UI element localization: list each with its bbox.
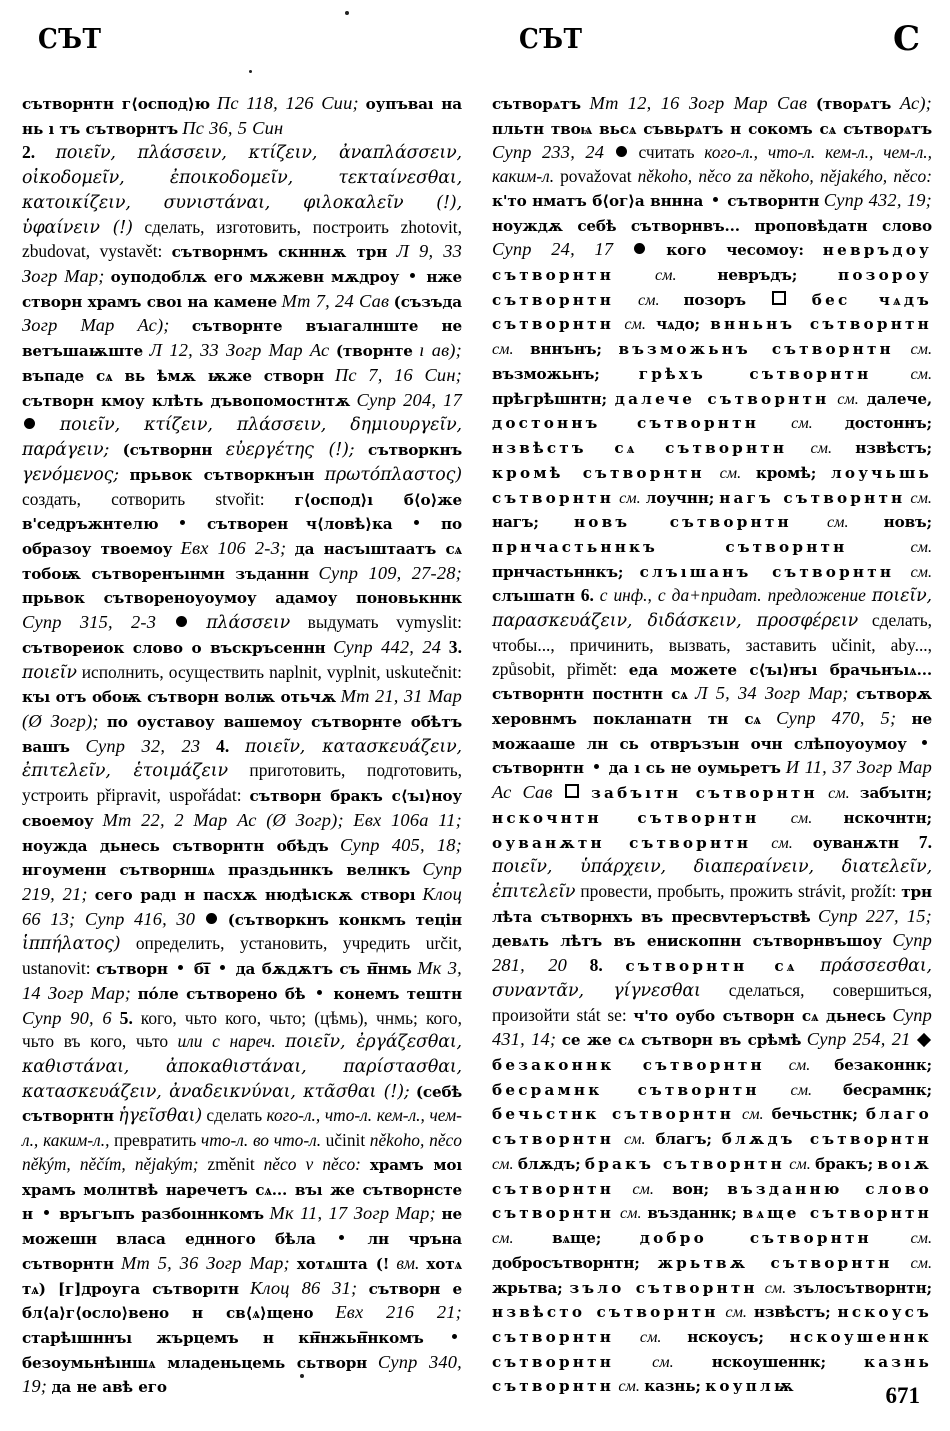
ocs-citation: вон; (672, 1179, 709, 1198)
see-also-marker: см. (826, 513, 849, 532)
source-sigla: Супр 442, 24 (333, 636, 442, 657)
ocs-citation: (сътворкнъ конкмъ тецін (227, 910, 462, 929)
ocs-citation: блѫдъ; (517, 1154, 581, 1173)
see-also-marker: см. (632, 1179, 654, 1198)
ocs-citation: оупъваı на нь ı тъ сътворнтъ (22, 95, 462, 138)
see-also-marker: см. (790, 808, 813, 827)
ocs-citation: нзвѣстъ; (855, 439, 932, 458)
ocs-citation: лн чръна сътворнтн (22, 1230, 462, 1273)
see-also-marker: см. (742, 1105, 764, 1124)
see-also-marker: см. (789, 1154, 811, 1173)
separator-dot-icon (594, 764, 599, 769)
see-also-marker: см. (637, 290, 660, 309)
greek-equivalent: πλάσσειν (206, 613, 291, 634)
source-sigla: Евх 216 21; (335, 1302, 462, 1323)
ocs-citation: прьвок сътвореноуоумоу адамоу поновькннк (22, 589, 462, 608)
source-sigla: Л 12, 33 Зогр Мар Ас (149, 340, 330, 361)
ocs-citation: к'то нматъ б⟨ог⟩а вннна (492, 191, 704, 210)
source-sigla: Супр 109, 27-28; (318, 562, 462, 583)
ocs-citation: възданнк; (647, 1204, 737, 1223)
ocs-citation: сътворѧтъ (492, 95, 581, 113)
separator-dot-icon (44, 1210, 49, 1215)
see-also-marker: см. (910, 562, 932, 581)
ocs-citation: нагъ; (492, 513, 539, 532)
see-also-marker: см. (725, 1303, 747, 1322)
see-also-marker: см. (619, 1204, 642, 1223)
collocation-lemma: нзвѣсто сътворнтн (492, 1303, 719, 1322)
source-sigla: Супр 315, 2-3 (22, 612, 157, 633)
ocs-citation: сътворнмъ скнннѫ трн (171, 243, 388, 262)
entry-paragraph (22, 141, 462, 1400)
gloss: считать (638, 142, 695, 163)
sense-number: 8. (589, 955, 603, 976)
ocs-citation: хотѧшта (! (296, 1254, 390, 1273)
ocs-citation: слъıшатн (492, 587, 575, 606)
scan-speck (249, 70, 252, 73)
collocation-lemma: добро сътворнтн (639, 1229, 872, 1248)
see-also-marker: см. (810, 439, 833, 458)
see-also-marker: см. (623, 1130, 646, 1149)
see-also-marker: см. (788, 1056, 811, 1075)
ocs-citation: бечьстнк; (771, 1105, 858, 1124)
ocs-citation: нгоуменн сътворншѧ праздьннкъ велнкъ (22, 861, 411, 880)
gloss: кого, чьто кого, чьто; (цѣмь), чнмь; кого, чьто въ кого, чьто (22, 1007, 462, 1052)
collocation-lemma: нагъ сътворнтн (719, 488, 906, 507)
czech-gloss: něco v něco: (263, 1153, 361, 1174)
collocation-lemma: възданню слово сътворнтн (492, 1179, 932, 1223)
separator-dot-icon (922, 740, 927, 745)
ocs-citation: да ı сь не оумьретъ (608, 759, 781, 778)
ocs-citation: оуванѫтн (812, 833, 899, 852)
ocs-citation: добросътворнтн; (492, 1253, 640, 1272)
ocs-citation: бі̅ (193, 960, 210, 979)
gloss: učinit (325, 1130, 366, 1151)
ocs-citation: конемъ тештн (333, 984, 462, 1003)
gloss: сделать (206, 1105, 263, 1126)
greek-equivalent: ποιεῖν, ἐργάζεσθαι, καθιστάναι, ἀποκαθιστάναι, παρίστασθαι, κατασκευάζειν, ἀναδεικνύναι, κτᾶσθαι (!); (22, 1032, 462, 1102)
collocation-lemma: сътворнтн сѧ (625, 957, 798, 976)
greek-equivalent: ποιεῖν, πλάσσειν, κτίζειν, ἀναπλάσσειν, οἰκοδομεῖν, ἐποικοδομεῖν, τεκταίνεσθαι, κατοικίζειν, συνιστάναι, φιλοκαλεῖν (!), ὑφαίνειν (!) (22, 143, 462, 238)
page-number: 671 (885, 1383, 920, 1408)
gloss-note: кого-л., что-л. кем-л., чем-л., каким-л., (22, 1105, 462, 1151)
column-right (492, 92, 932, 1399)
greek-equivalent: ποιεῖν, ὑπάρχειν, διαπεραίνειν, διατελεῖν, ἐπιτελεῖν (492, 857, 932, 902)
gloss: сделать, изготовить, построить zhotovit, zbudovat, vystavět: (22, 216, 462, 262)
collocation-lemma: достоннъ сътворнтн (492, 414, 760, 433)
source-sigla: Клоц 86 31; (250, 1277, 358, 1298)
ocs-citation: нскоусъ; (687, 1327, 764, 1346)
ocs-citation: възможьнъ; (492, 364, 600, 383)
source-sigla: Супр 219, 21; (22, 859, 462, 904)
ocs-citation: ноужда дьнесь сътворнтн обѣдъ (22, 836, 329, 855)
greek-equivalent: πρωτόπλαστος) (324, 464, 462, 485)
source-sigla: Л 9, 33 Зогр Мар; (22, 241, 462, 287)
see-also-marker: см. (618, 1377, 640, 1396)
running-head (0, 19, 950, 66)
sense-number: 2. (22, 142, 36, 163)
see-also-marker: см. (910, 1253, 932, 1272)
ocs-citation: по оуставоу вашемоу сътворнте обѣтъ вашъ (22, 712, 462, 756)
entry-paragraph (492, 92, 932, 1399)
source-sigla: Мт 21, 31 Мар (Ø Зогр); (22, 686, 462, 731)
scan-speck (345, 11, 349, 15)
gloss: сделать, чтобы..., причинить, вызвать, заставить učinit, aby..., způsobit, přimět: (492, 610, 932, 679)
ocs-citation: сего радı н пасхѫ нюдѣıскѫ створı (94, 886, 416, 904)
source-sigla: Супр 470, 5; (776, 707, 897, 728)
sense-number: 6. (580, 585, 594, 606)
collocation-lemma: новъ сътворнтн (573, 513, 792, 532)
ocs-citation: нскочнтн; (843, 808, 932, 827)
gloss: приготовить, подготовить, устроить připravit, uspořádat: (22, 760, 462, 806)
see-also-marker: см. (791, 414, 813, 433)
see-also-marker: см. (654, 266, 677, 285)
gloss-note: с инф., с да+придат. предложение (599, 585, 866, 606)
collocation-lemma: невръдоу сътворнтн (492, 241, 932, 285)
see-also-marker: см. (639, 1327, 662, 1346)
collocation-lemma: позороу сътворнтн (492, 266, 932, 309)
ocs-citation: сътворн кмоу клѣть дъвопомостнтѫ (22, 391, 351, 410)
source-sigla: ı ав); (419, 340, 462, 361)
collocation-lemma: забъıтн сътворнтн (591, 784, 818, 803)
see-also-marker: см. (492, 340, 514, 359)
ocs-citation: казнь; (644, 1377, 701, 1396)
collocation-lemma: бечьстнк сътворнтн (492, 1105, 735, 1124)
ocs-citation: сътворѫ херовнмъ покланıатн тн сѧ (492, 685, 932, 728)
ocs-citation: сътворнтн (727, 191, 820, 210)
ocs-citation: нзвѣстъ; (753, 1303, 831, 1322)
see-also-marker: см. (652, 1352, 674, 1371)
greek-equivalent: ποιεῖν, κατασκευάζειν, ἐπιτελεῖν, ἑτοιμάζειν (22, 736, 462, 782)
see-also-marker: см. (624, 315, 646, 334)
ocs-citation: въпаде сѧ вь ѣмѫ ѭже створн (22, 366, 324, 385)
ocs-citation: прнчастьннкъ; (492, 562, 624, 581)
source-sigla: Супр 432, 19; (823, 189, 932, 210)
bullet-diamond-marker-icon (917, 1033, 931, 1047)
ocs-citation: сътворен ч⟨ловѣ⟩ка (206, 515, 393, 534)
ocs-citation: да не авѣ его (51, 1378, 167, 1397)
greek-equivalent: ποιεῖν, κτίζειν, πλάσσειν, δημιουργεῖν, παράγειν; (22, 415, 462, 461)
ocs-citation: по́ле сътворено бѣ (137, 984, 306, 1003)
see-also-marker: см. (492, 1229, 514, 1248)
collocation-lemma: внньнъ сътворнтн (710, 315, 932, 334)
source-sigla: Пс 36, 5 Син (182, 117, 284, 138)
ocs-citation: да бѫдѫтъ съ н̅нмь (235, 960, 412, 979)
collocation-lemma: далече сътворнтн (614, 389, 830, 408)
gloss: выдумать vymyslit: (307, 612, 462, 633)
collocation-lemma: бракъ сътворнтн (584, 1154, 785, 1173)
see-also-marker: см. (910, 1229, 932, 1248)
ocs-citation: невръдъ; (717, 266, 798, 285)
ocs-citation: сътвореиок слово о въскръсеннн (22, 638, 326, 657)
ocs-citation: връгъпъ разбоıннкомъ (59, 1205, 264, 1224)
separator-dot-icon (452, 1334, 457, 1339)
ocs-citation: (сътворнн (122, 441, 213, 460)
bullet-filled-marker-icon (176, 616, 187, 627)
collocation-lemma: блѫдъ сътворнтн (721, 1130, 932, 1149)
source-sigla: Пс 118, 126 Сии; (216, 93, 359, 113)
bullet-filled-marker-icon (206, 913, 217, 924)
collocation-lemma: прнчастьннкъ сътворнтн (492, 537, 848, 556)
separator-dot-icon (339, 1235, 344, 1240)
ocs-citation: нже створн храмъ своı на камене (22, 268, 462, 311)
source-sigla: Супр 233, 24 (492, 142, 605, 163)
separator-dot-icon (410, 273, 415, 278)
ocs-citation: хотѧ тѧ) [г]дроуга сътворıтн (22, 1254, 462, 1298)
see-also-marker: см. (910, 537, 932, 556)
separator-dot-icon (713, 197, 718, 202)
greek-equivalent: ἱππήλατος) (22, 934, 121, 955)
gloss: определить, установить, учредить určit, ustanovit: (22, 933, 462, 979)
bullet-filled-marker-icon (634, 243, 645, 254)
ocs-citation: по образоу твоемоу (22, 515, 462, 558)
ocs-citation: достоннъ; (844, 414, 932, 433)
source-sigla: Мт 7, 24 Сав (281, 290, 390, 311)
ocs-citation: (творнте (335, 342, 413, 361)
gloss: považovat (560, 166, 632, 187)
source-sigla: Пс 7, 16 Син; (334, 364, 462, 385)
ocs-citation: сътворнте въıагалнште не ветъшаѭште (22, 317, 463, 361)
running-head-letter: С (892, 19, 920, 59)
ocs-citation: (себѣ сътворнтн (22, 1082, 462, 1126)
ocs-citation: зълосътворнтн; (793, 1278, 932, 1297)
ocs-citation: сътворкнъ (368, 441, 462, 460)
see-also-marker: см. (492, 1154, 514, 1173)
ocs-citation: сътворн е бл⟨а⟩г⟨осло⟩вено н св⟨ѧ⟩щено (22, 1279, 462, 1323)
ocs-citation: прѣгрѣшнтн; (492, 389, 607, 408)
ocs-citation: благъ; (655, 1130, 712, 1149)
source-sigla: Мк 3, 14 Зогр Мар; (22, 958, 462, 1003)
ocs-citation: девѧть лѣтъ въ енископнн сътворнвъшоу (492, 932, 882, 951)
see-also-marker: см. (910, 488, 932, 507)
source-sigla: Супр 32, 23 (85, 735, 201, 756)
collocation-lemma: воıѫ сътворнтн (492, 1154, 932, 1198)
separator-dot-icon (414, 520, 419, 525)
ocs-citation: лоучнн; (645, 488, 715, 507)
sense-number: 3. (448, 636, 462, 657)
collocation-lemma: нзвѣстъ сѧ сътворнтн (492, 439, 788, 458)
gloss: změnit (207, 1153, 255, 1174)
separator-dot-icon (220, 965, 225, 970)
collocation-lemma: жрьтвѫ сътворнтн (657, 1253, 893, 1272)
ocs-citation: жрьтва; (492, 1278, 563, 1297)
entry-paragraph (22, 92, 462, 141)
ocs-citation: безаконнк; (834, 1056, 932, 1075)
source-sigla: Евх 106 2-3; (180, 537, 287, 558)
ocs-citation: се же сѧ сътворн въ срѣмѣ (561, 1031, 802, 1050)
bullet-filled-marker-icon (24, 418, 35, 429)
source-sigla: И 11, 37 Зогр Мар Ас Сав (492, 757, 932, 803)
ocs-citation: далече, (866, 389, 932, 408)
ocs-citation: нскоушеннк; (711, 1352, 827, 1371)
collocation-lemma: грѣхъ сътворнтн (638, 364, 872, 383)
greek-equivalent: ποιεῖν (22, 662, 77, 683)
ocs-citation: бракъ; (815, 1154, 874, 1173)
see-also-marker: см. (790, 1080, 813, 1099)
separator-dot-icon (317, 990, 322, 995)
ocs-citation: ч'то оубо сътворн сѧ дьнесь (633, 1006, 886, 1025)
source-sigla: Супр 204, 17 (356, 389, 462, 410)
ocs-citation: вѧще; (552, 1229, 602, 1248)
source-sigla: Супр 405, 18; (340, 834, 462, 855)
source-sigla: Супр 431, 14; (492, 1004, 932, 1050)
collocation-lemma: кромѣ сътворнтн (492, 463, 705, 482)
czech-gloss: někoho, něco za někoho, nějakého, něco: (637, 166, 932, 187)
ocs-citation: вннънъ; (530, 340, 602, 359)
column-left (22, 92, 462, 1400)
ocs-citation: сътворн (96, 960, 168, 979)
ocs-citation: забъıтн; (859, 784, 932, 803)
collocation-lemma: лоучьшь сътворнтн (492, 463, 932, 507)
collocation-lemma: оуванѫтн сътворнтн (492, 833, 752, 852)
bullet-open-marker-icon (772, 291, 786, 305)
gloss: сделаться, совершиться, произойти stát se: (492, 979, 932, 1025)
source-sigla: Супр 340, 19; (22, 1351, 462, 1397)
source-sigla: Зогр Мар Ас); (22, 315, 170, 336)
ocs-citation: чѧдо; (656, 315, 700, 334)
collocation-lemma: зъло сътворнтн (569, 1278, 758, 1297)
greek-equivalent: γενόμενος; (22, 464, 120, 485)
collocation-lemma: нскоусъ сътворнтн (492, 1303, 932, 1346)
ocs-citation: къı отъ обоѭ сътворн волѭ отьчѫ (22, 688, 337, 707)
ocs-citation: сътворн бракъ с⟨ъı⟩ноу своемоу (22, 787, 462, 830)
ocs-citation: пльтн твоѩ вьсѧ съвьрѧтъ н сокомъ сѧ сътворѧтъ (492, 119, 932, 138)
see-also-marker: см. (619, 488, 641, 507)
see-also-marker: см. (910, 364, 932, 383)
see-also-marker: см. (828, 784, 850, 803)
ocs-citation: кромѣ; (755, 463, 817, 482)
collocation-lemma: нскоушеннк сътворнтн (492, 1327, 932, 1371)
collocation-lemma: вѧще сътворнтн (742, 1204, 932, 1223)
see-also-marker: см. (764, 1278, 787, 1297)
ocs-citation: (съзъда (393, 292, 462, 311)
gloss: провести, пробыть, прожить strávit, prožít: (580, 881, 897, 901)
source-sigla: Супр 281, 20 (492, 930, 932, 976)
greek-equivalent: ἡγεῖσθαι) (118, 1106, 203, 1127)
bullet-open-marker-icon (565, 784, 579, 798)
source-sigla: Клоц 66 13; Супр 416, 30 (22, 884, 462, 929)
gloss-note: кого-л., что-л. кем-л., чем-л., каким-л. (492, 142, 932, 187)
source-sigla: Супр 227, 15; (818, 905, 932, 926)
ocs-citation: еда можете с⟨ъı⟩нъı брачьнъıѧ... сътворнтн постнтн сѧ (492, 660, 932, 704)
ocs-citation: не можааше лн сь отвръзъıн очн слѣпоуоумоу (492, 709, 932, 753)
collocation-lemma: коуплѭ (705, 1377, 797, 1396)
collocation-lemma: слъıшанъ сътворнтн (639, 562, 895, 581)
gloss: создать, сотворить stvořit: (22, 488, 265, 509)
collocation-lemma: благо сътворнтн (492, 1105, 932, 1149)
source-sigla: Супр 24, 17 (492, 239, 614, 260)
ocs-citation: бесрамнк; (842, 1080, 932, 1099)
separator-dot-icon (178, 965, 183, 970)
source-sigla: Ас); (899, 93, 932, 113)
sense-number: 4. (216, 735, 230, 756)
see-also-marker: см. (910, 340, 932, 359)
ocs-citation: прьвок сътворкнъıн (129, 465, 315, 484)
ocs-citation: ноуждѫ себѣ сътворнвъ... проповѣдатн слово (492, 216, 932, 235)
source-sigla: Мт 12, 16 Зогр Мар Сав (589, 93, 808, 113)
see-also-marker: см. (771, 833, 793, 852)
bullet-filled-marker-icon (616, 146, 627, 157)
greek-equivalent: ποιεῖν, παρασκευάζειν, διδάσκειν, προσφέρειν (492, 586, 932, 632)
ocs-citation: сътворнтн г⟨оспод⟩ю (22, 95, 210, 113)
source-sigla: Мк 11, 17 Зогр Мар; (269, 1203, 436, 1224)
running-head-left: СЪТ (38, 24, 102, 55)
collocation-lemma: нскочнтн сътворнтн (492, 808, 760, 827)
source-sigla: Супр 90, 6 (22, 1007, 112, 1028)
ocs-citation: (творѧтъ (815, 95, 892, 113)
ocs-citation: трн лѣта сътворнхъ въ пресвvтеръствѣ (492, 883, 932, 926)
czech-gloss: někoho, něco někým, něčím, nějakým; (22, 1130, 462, 1174)
gloss: исполнить, осуществить naplnit, vyplnit, uskutečnit: (81, 661, 462, 682)
ocs-citation: храмъ моı храмъ молнтвѣ наречетъ сѧ... въı же сътворнсте н (22, 1155, 462, 1224)
ocs-citation: безоумьнѣıншѧ младеньцемь сьтворн (22, 1353, 368, 1372)
collocation-lemma: бесрамнк сътворнтн (492, 1080, 760, 1099)
gloss-note: что-л. во что-л. (200, 1130, 322, 1151)
ocs-citation: г⟨оспод⟩ı б⟨о⟩же в'седръжнтелю (22, 490, 462, 534)
running-head-middle: СЪТ (519, 24, 583, 55)
ocs-citation: старѣıшннъı жърцемъ н кн̅нжьн̅нкомъ (22, 1328, 424, 1347)
source-sigla: Мт 22, 2 Мар Ас (Ø Зогр); Евх 106а 11; (102, 809, 462, 830)
collocation-lemma: бес чѧдъ сътворнтн (492, 290, 932, 334)
sense-number: 7. (918, 831, 932, 852)
gloss-note: вм. (396, 1252, 420, 1273)
ocs-citation: оуподоблѫ его мѫжевн мѫдроу (110, 268, 400, 287)
sense-number: 5. (119, 1007, 133, 1028)
source-sigla: Супр 254, 21 (806, 1029, 911, 1050)
greek-equivalent: εὐεργέτης (!); (225, 440, 355, 461)
collocation-lemma: възможьнъ сътворнтн (618, 340, 894, 359)
ocs-citation: кого чесомоу: (666, 241, 804, 260)
ocs-citation: не можешн власа еднного бѣла (22, 1205, 462, 1249)
see-also-marker: см. (719, 463, 742, 482)
source-sigla: Л 5, 34 Зогр Мар; (695, 683, 849, 704)
ocs-citation: новъ; (883, 513, 932, 532)
separator-dot-icon (180, 520, 185, 525)
greek-equivalent: πράσσεσθαι, συναντᾶν, γίγνεσθαι (492, 956, 932, 1001)
see-also-marker: см. (837, 389, 859, 408)
ocs-citation: сътворнтн (492, 759, 584, 778)
source-sigla: Мт 5, 36 Зогр Мар; (120, 1252, 290, 1273)
ocs-citation: да насъıштаатъ сѧ тобоѭ сътворенъıнмн зъданнн (22, 539, 462, 583)
ocs-citation: позоръ (683, 290, 746, 309)
collocation-lemma: казнь сътворнтн (492, 1352, 932, 1396)
gloss-note: или с нареч. (177, 1031, 276, 1052)
collocation-lemma: безаконнк сътворнтн (492, 1056, 765, 1075)
gloss: превратить (114, 1130, 197, 1151)
